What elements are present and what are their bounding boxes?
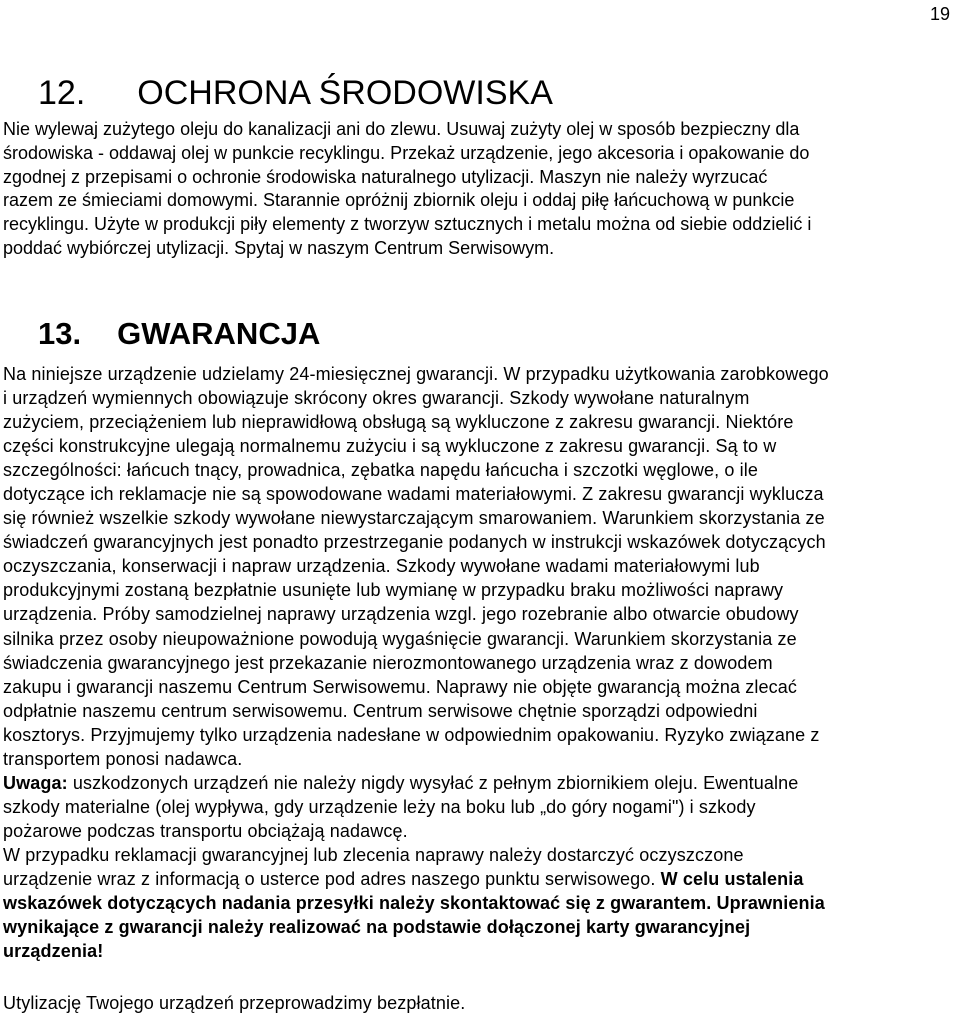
text-line: szczególności: łańcuch tnący, prowadnica, zębatka napędu łańcucha i szczotki węglowe, o ile [3,460,759,481]
text-line: części konstrukcyjne ulegają normalnemu zużyciu i są wykluczone z zakresu gwarancji. Są to w [3,436,777,457]
complaint-bold-text: W celu ustalenia [660,868,804,889]
section-13-heading [38,314,320,354]
section-12-heading [38,73,553,113]
text-line: produkcyjnymi zostaną bezpłatnie usunięte lub wymianę w przypadku braku możliwości naprawy [3,580,784,601]
text-line: szkody materialne (olej wypływa, gdy urządzenie leży na boku lub „do góry nogami") i szkody [3,796,756,817]
text-line: silnika przez osoby nieupoważnione powodują wygaśnięcie gwarancji. Warunkiem skorzystania ze [3,628,797,649]
page-number: 19 [929,4,950,24]
section-13-warranty-paragraph [3,362,959,963]
text-line: się również wszelkie szkody wywołane niewystarczającym smarowaniem. Warunkiem skorzystania ze [3,508,825,529]
section-13-number: 13. [38,316,82,351]
text-line: zgodnej z przepisami o ochronie środowiska naturalnego utylizacji. Maszyn nie należy wyrzucać [3,166,768,187]
text-line: recyklingu. Użyte w produkcji piły elementy z tworzyw sztucznych i metalu można od siebie oddzielić i [3,214,812,235]
section-12-title: OCHRONA ŚRODOWISKA [137,74,553,112]
text-line: poddać wybiórczej utylizacji. Spytaj w naszym Centrum Serwisowym. [3,237,555,258]
text-line: świadczenia gwarancyjnego jest przekazanie nierozmontowanego urządzenia wraz z dowodem [3,652,773,673]
text-line: razem ze śmieciami domowymi. Starannie opróżnij zbiornik oleju i oddaj piłę łańcuchową w punkcie [3,190,795,211]
complaint-text: urządzenie wraz z informacją o usterce pod adres naszego punktu serwisowego. [3,868,661,889]
bold-text-line: urządzenia! [3,941,104,962]
section-12-number: 12. [38,74,86,112]
text-line: świadczeń gwarancyjnych jest ponadto przestrzeganie podanych w instrukcji wskazówek dotyczących [3,532,826,553]
text-line: zużyciem, przeciążeniem lub nieprawidłową obsługą są wykluczone z zakresu gwarancji. Niektóre [3,412,794,433]
section-12-paragraph [3,118,959,261]
text-line: Utylizację Twojego urządzeń przeprowadzimy bezpłatnie. [3,993,466,1013]
warning-line [3,771,959,795]
text-line: Na niniejsze urządzenie udzielamy 24-miesięcznej gwarancji. W przypadku użytkowania zarobkowego [3,364,829,384]
text-line: zakupu i gwarancji naszemu Centrum Serwisowemu. Naprawy nie objęte gwarancją można zlecać [3,676,798,697]
section-13-title: GWARANCJA [117,316,321,351]
bold-text-line: wynikające z gwarancji należy realizować na podstawie dołączonej karty gwarancyjnej [3,917,751,938]
text-line: Nie wylewaj zużytego oleju do kanalizacji ani do zlewu. Usuwaj zużyty olej w sposób bezpieczny dla [3,119,800,139]
text-line: odpłatnie naszemu centrum serwisowemu. Centrum serwisowe chętnie sporządzi odpowiedni [3,700,758,721]
text-line: i urządzeń wymiennych obowiązuje skrócony okres gwarancji. Szkody wywołane naturalnym [3,388,750,409]
text-line: W przypadku reklamacji gwarancyjnej lub zlecenia naprawy należy dostarczyć oczyszczone [3,844,744,865]
text-line: dotyczące ich reklamacje nie są spowodowane wadami materiałowymi. Z zakresu gwarancji wyklucza [3,484,824,505]
text-line: kosztorys. Przyjmujemy tylko urządzenia nadesłane w odpowiednim opakowaniu. Ryzyko związane z [3,724,820,745]
bold-text-line: wskazówek dotyczących nadania przesyłki należy skontaktować się z gwarantem. Uprawnienia [3,893,825,914]
disposal-note [3,991,959,1015]
text-line: pożarowe podczas transportu obciążają nadawcę. [3,820,408,841]
text-line: oczyszczania, konserwacji i napraw urządzenia. Szkody wywołane wadami materiałowymi lub [3,556,760,577]
text-line: środowiska - oddawaj olej w punkcie recyklingu. Przekaż urządzenie, jego akcesoria i opakowanie do [3,142,810,163]
text-line: urządzenia. Próby samodzielnej naprawy urządzenia wzgl. jego rozebranie albo otwarcie obudowy [3,604,799,625]
text-line: transportem ponosi nadawca. [3,748,243,769]
warning-text: uszkodzonych urządzeń nie należy nigdy wysyłać z pełnym zbiornikiem oleju. Ewentualne [67,772,799,793]
warning-label: Uwaga: [3,772,68,793]
complaint-mixed-line [3,867,959,891]
